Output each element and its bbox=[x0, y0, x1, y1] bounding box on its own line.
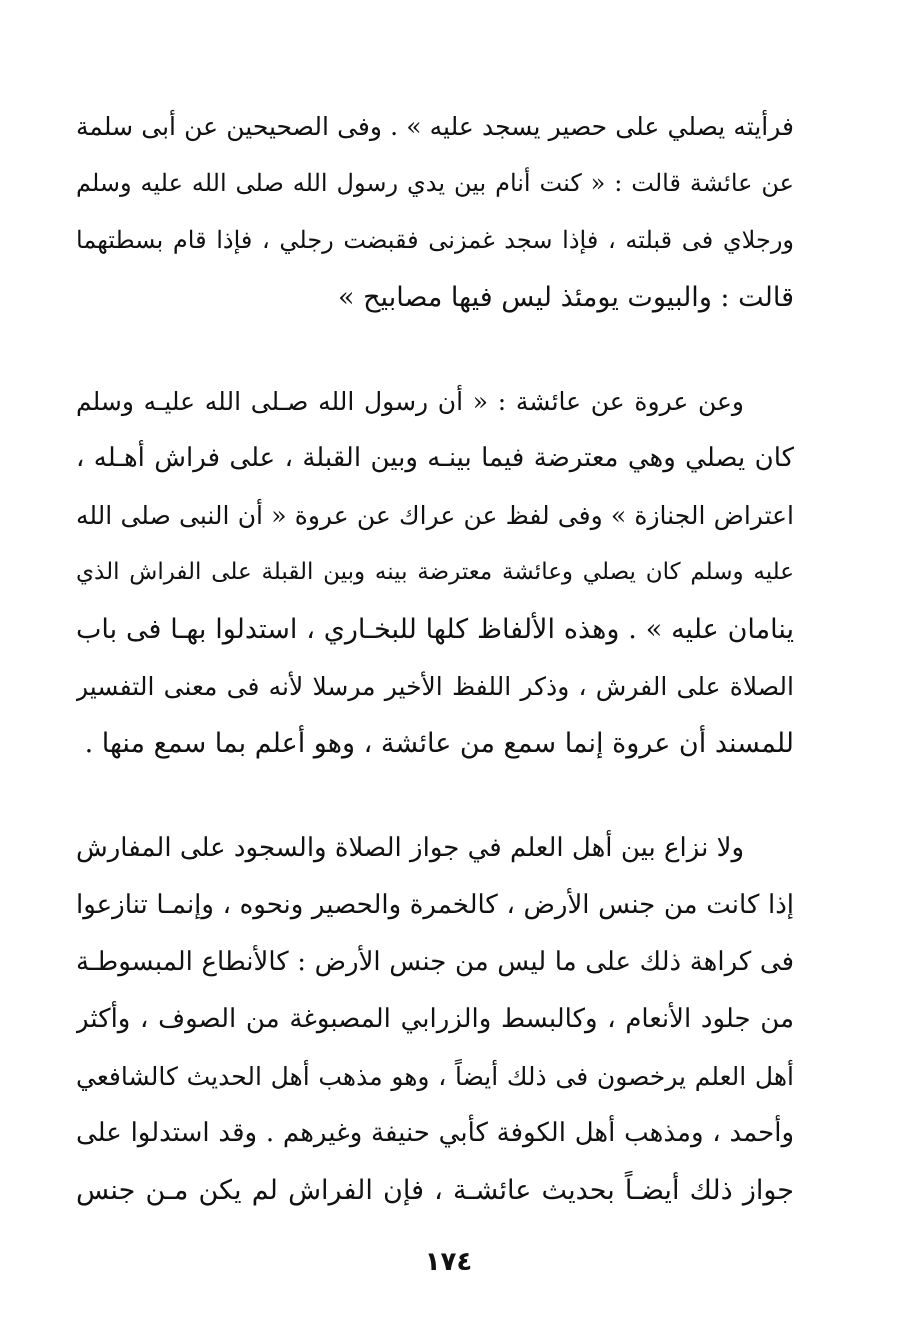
text-line: وأحمد ، ومذهب أهل الكوفة كأبي حنيفة وغيرهم . وقد استدلوا على bbox=[76, 1118, 794, 1148]
text-line: إذا كانت من جنس الأرض ، كالخمرة والحصير ونحوه ، وإنمـا تنازعوا bbox=[76, 890, 794, 920]
paragraph-2 bbox=[76, 373, 794, 772]
text-line: جواز ذلك أيضـاً بحديث عائشـة ، فإن الفراش لم يكن مـن جنس bbox=[76, 1175, 794, 1206]
paragraph-3 bbox=[76, 820, 794, 1219]
text-line: أهل العلم يرخصون فى ذلك أيضاً ، وهو مذهب أهل الحديث كالشافعي bbox=[76, 1062, 794, 1091]
text-line: ورجلاي فى قبلته ، فإذا سجد غمزنى فقبضت رجلي ، فإذا قام بسطتهما bbox=[76, 226, 794, 254]
text-line: فى كراهة ذلك على ما ليس من جنس الأرض : كالأنطاع المبسوطـة bbox=[76, 947, 794, 977]
text-line: من جلود الأنعام ، وكالبسط والزرابي المصبوغة من الصوف ، وأكثر bbox=[76, 1004, 794, 1034]
text-line: اعتراض الجنازة » وفى لفظ عن عراك عن عروة « أن النبى صلى الله bbox=[76, 501, 794, 530]
text-line: الصلاة على الفرش ، وذكر اللفظ الأخير مرسلا لأنه فى معنى التفسير bbox=[76, 672, 794, 701]
text-line: عليه وسلم كان يصلي وعائشة معترضة بينه وبين القبلة على الفراش الذي bbox=[76, 559, 794, 585]
text-line: عن عائشة قالت : « كنت أنام بين يدي رسول الله صلى الله عليه وسلم bbox=[76, 169, 794, 197]
text-line: ينامان عليه » . وهذه الألفاظ كلها للبخـاري ، استدلوا بهـا فى باب bbox=[76, 614, 794, 645]
text-line: قالت : والبيوت يومئذ ليس فيها مصابيح » bbox=[338, 282, 794, 313]
text-line: ولا نزاع بين أهل العلم في جواز الصلاة والسجود على المفارش bbox=[76, 833, 744, 863]
text-line: فرأيته يصلي على حصير يسجد عليه » . وفى الصحيحين عن أبى سلمة bbox=[76, 112, 794, 141]
page-number: ١٧٤ bbox=[424, 1247, 473, 1277]
text-line: للمسند أن عروة إنما سمع من عائشة ، وهو أعلم بما سمع منها . bbox=[84, 728, 794, 759]
text-line: وعن عروة عن عائشة : « أن رسول الله صـلى الله عليـه وسلم bbox=[76, 387, 744, 416]
text-line: كان يصلي وهي معترضة فيما بينـه وبين القبلة ، على فراش أهـله ، bbox=[76, 443, 794, 473]
paragraph-1 bbox=[76, 98, 794, 326]
